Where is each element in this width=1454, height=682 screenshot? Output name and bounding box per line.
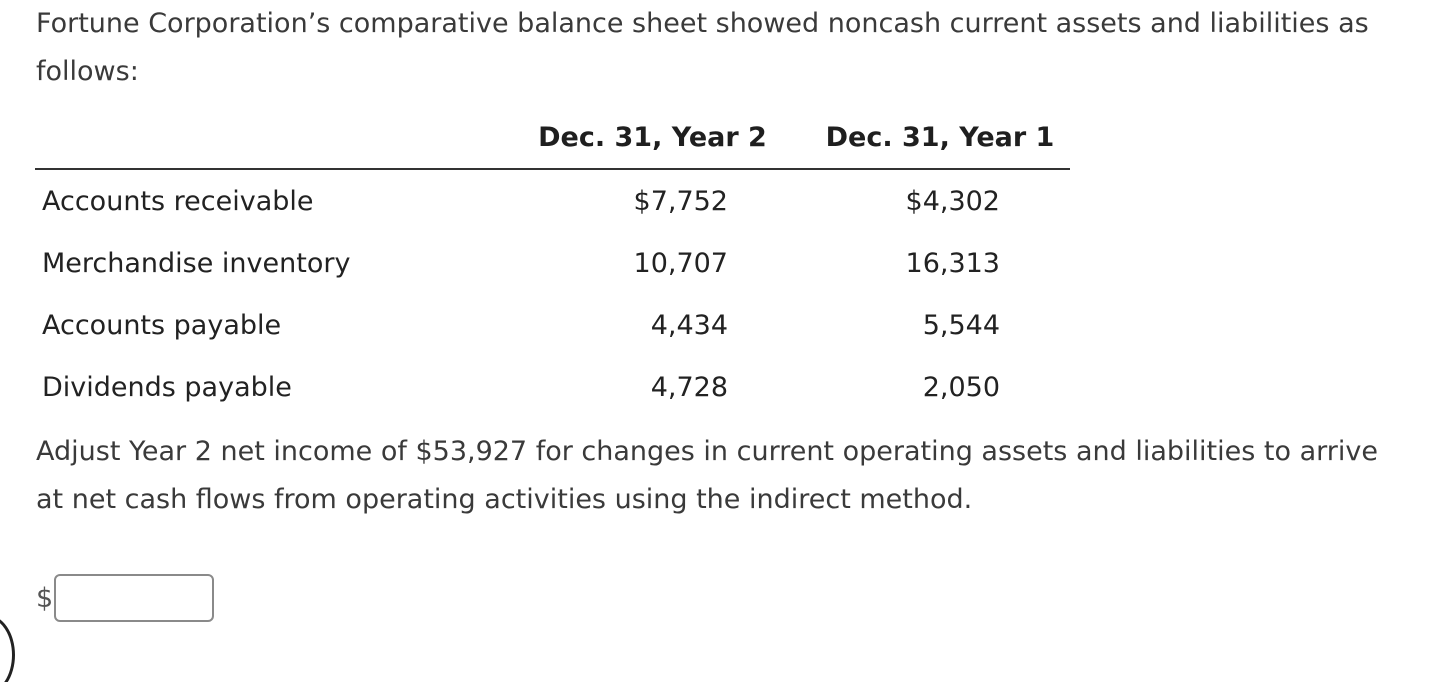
year-2-value: 10,707 [633, 247, 728, 279]
table-row [35, 356, 1070, 418]
year-1-value: 16,313 [905, 247, 1000, 279]
answer-row [36, 572, 214, 624]
table-row [35, 169, 1070, 232]
table-row [35, 294, 1070, 356]
table-header-row [35, 106, 1070, 169]
question-line-2: at net cash flows from operating activities using the indirect method. [36, 484, 973, 515]
year-1-value: $4,302 [905, 185, 1000, 217]
intro-line-1: Fortune Corporation’s comparative balance sheet showed noncash current assets and liabilities as [36, 8, 1369, 39]
year-1-value: 2,050 [922, 371, 1000, 403]
header-year-1: Dec. 31, Year 1 [810, 106, 1070, 169]
row-label: Accounts payable [42, 309, 282, 341]
question-line-1: Adjust Year 2 net income of $53,927 for changes in current operating assets and liabilities to arrive [36, 436, 1378, 467]
row-label: Accounts receivable [42, 185, 314, 217]
year-2-value: $7,752 [633, 185, 728, 217]
intro-line-2: follows: [36, 56, 139, 87]
year-1-value: 5,544 [922, 309, 1000, 341]
balance-sheet-table-wrapper [35, 106, 1070, 418]
intro-text [36, 0, 1436, 96]
row-label: Merchandise inventory [42, 247, 351, 279]
header-year-2: Dec. 31, Year 2 [495, 106, 810, 169]
table-row [35, 232, 1070, 294]
net-cash-flow-input[interactable] [54, 574, 214, 622]
balance-sheet-table [35, 106, 1070, 418]
question-text [36, 428, 1451, 524]
currency-symbol: $ [36, 582, 54, 614]
row-label: Dividends payable [42, 371, 292, 403]
partial-circle-decoration [0, 615, 15, 682]
year-2-value: 4,434 [650, 309, 728, 341]
year-2-value: 4,728 [650, 371, 728, 403]
header-label-column [35, 106, 495, 169]
